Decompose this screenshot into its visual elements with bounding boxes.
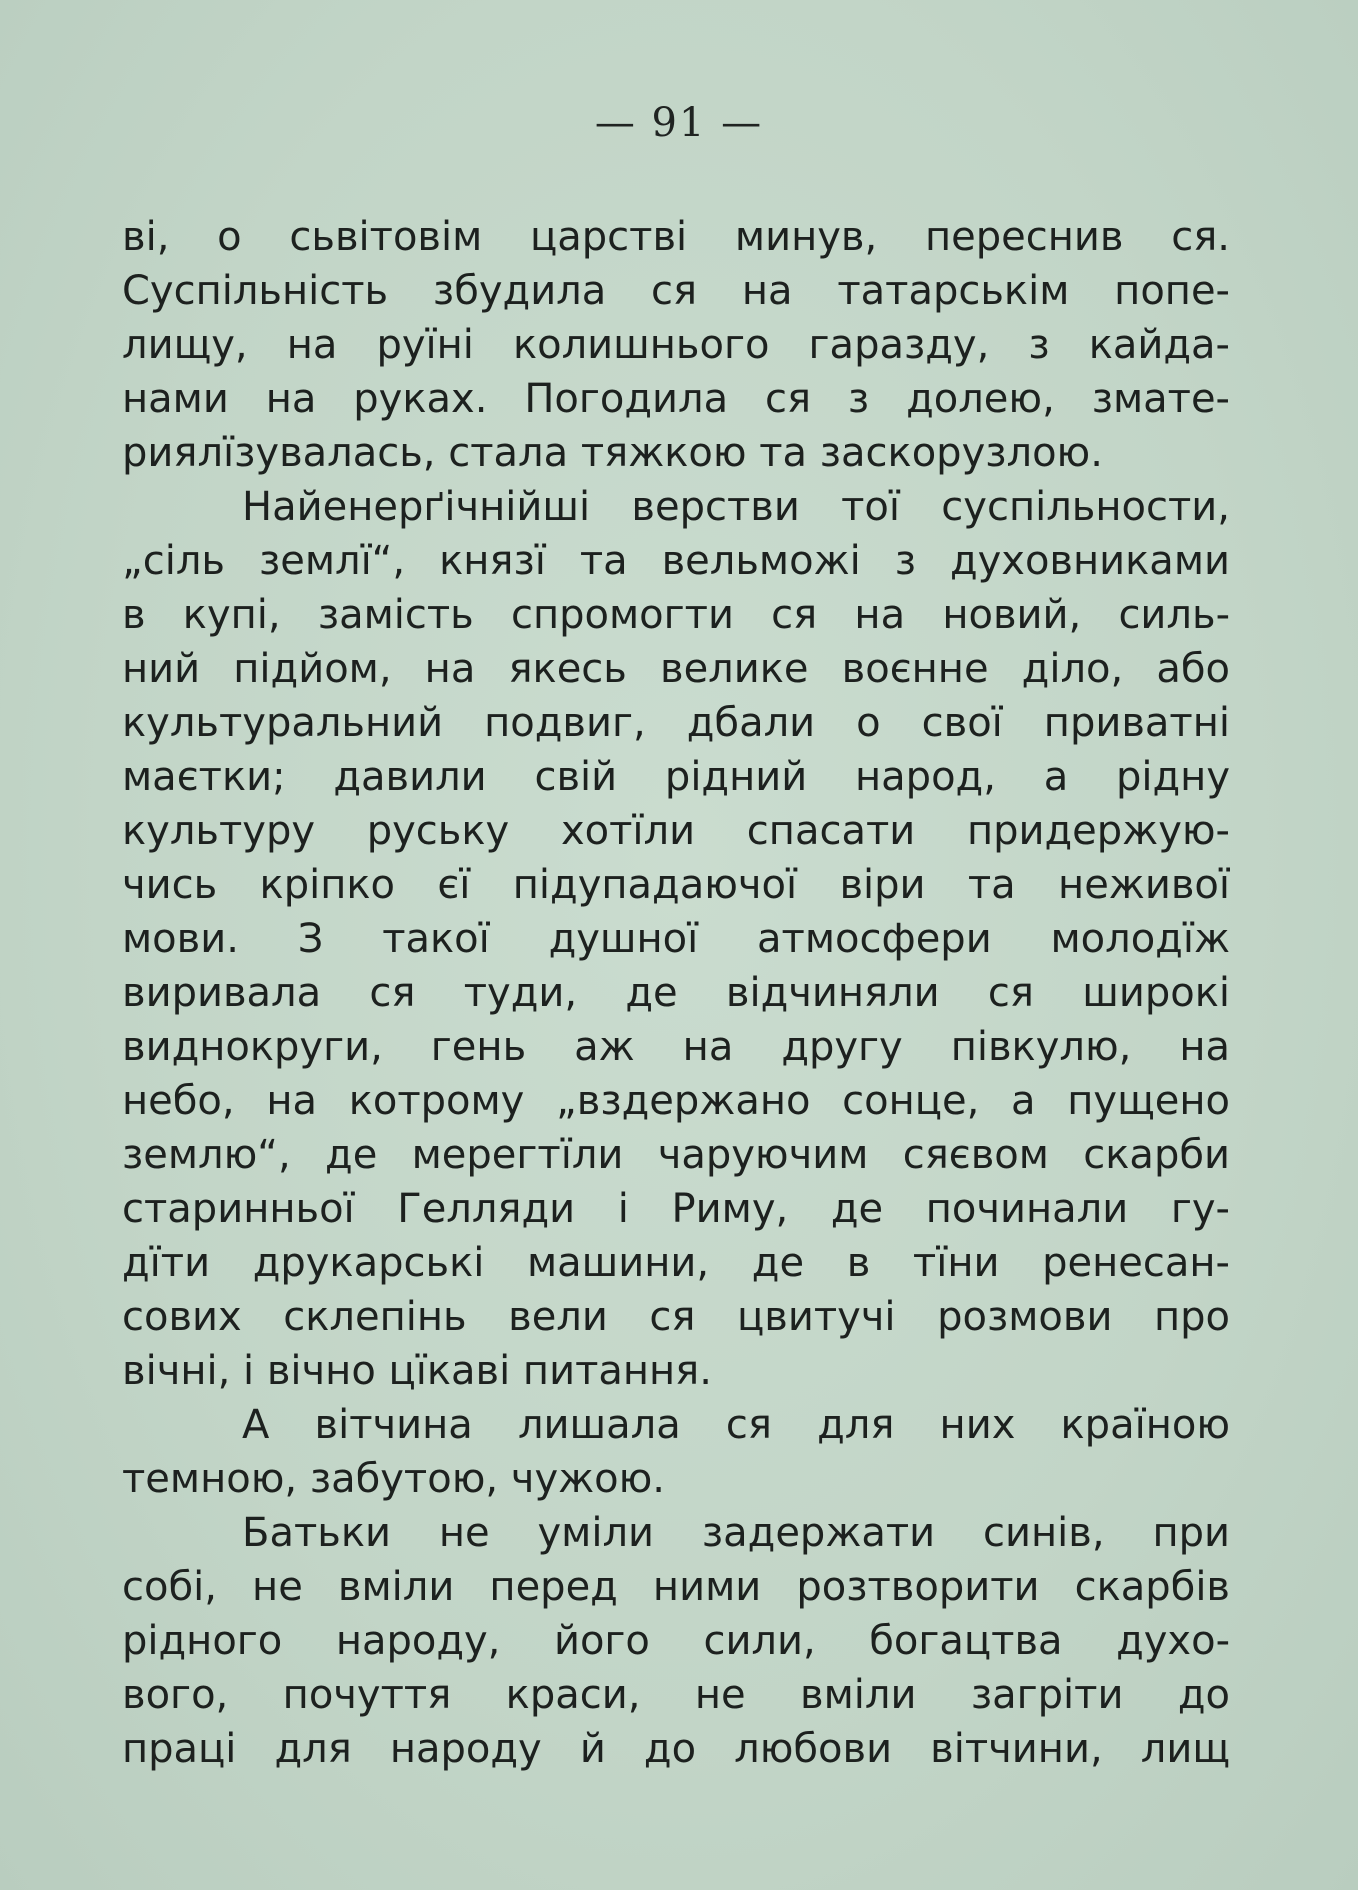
text-line: виривала ся туди, де відчиняли ся широкі — [122, 970, 1230, 1016]
text-line: „сіль землї“, князї та вельможі з духовниками — [122, 538, 1230, 584]
text-line: рідного народу, його сили, богацтва духо- — [122, 1618, 1230, 1664]
text-line: культуральний подвиг, дбали о свої приватні — [122, 700, 1230, 746]
text-line: маєтки; давили свій рідний народ, а рідну — [122, 754, 1230, 800]
text-line: вого, почуття краси, не вміли загріти до — [122, 1672, 1230, 1718]
text-line: Найенерґічнійші верстви тої суспільности, — [242, 484, 1230, 530]
text-line: небо, на котрому „вздержано сонце, а пущено — [122, 1078, 1230, 1124]
text-line: праці для народу й до любови вітчини, лищ — [122, 1726, 1230, 1772]
text-line: Суспільність збудила ся на татарськім попе- — [122, 268, 1230, 314]
text-line: дїти друкарські машини, де в тїни ренесан- — [122, 1240, 1230, 1286]
text-line: культуру руську хотїли спасати придержую- — [122, 808, 1230, 854]
text-line: темною, забутою, чужою. — [122, 1456, 666, 1502]
text-line: старинньої Гелляди і Риму, де починали гу- — [122, 1186, 1230, 1232]
body-text — [122, 210, 1230, 1776]
text-line: мови. З такої душної атмосфери молодїж — [122, 916, 1230, 962]
text-line: нами на руках. Погодила ся з долею, змате- — [122, 376, 1230, 422]
page-number: — 91 — — [594, 100, 764, 146]
text-line: землю“, де мерегтїли чаруючим сяєвом скарби — [122, 1132, 1230, 1178]
text-line: собі, не вміли перед ними розтворити скарбів — [122, 1564, 1230, 1610]
text-line: ві, о сьвітовім царстві минув, переснив ся. — [122, 214, 1230, 260]
text-line: риялїзувалась, стала тяжкою та заскорузлою. — [122, 430, 1103, 476]
text-line: чись кріпко єї підупадаючої віри та неживої — [122, 862, 1230, 908]
text-line: в купі, замість спромогти ся на новий, силь- — [122, 592, 1230, 638]
text-line: лищу, на руїні колишнього гаразду, з кайда- — [122, 322, 1230, 368]
text-line: А вітчина лишала ся для них країною — [242, 1402, 1230, 1448]
text-line: вічні, і вічно цїкаві питання. — [122, 1348, 712, 1394]
text-line: виднокруги, гень аж на другу півкулю, на — [122, 1024, 1230, 1070]
text-line: ний підйом, на якесь велике воєнне діло, або — [122, 646, 1230, 692]
text-line: сових склепінь вели ся цвитучі розмови про — [122, 1294, 1230, 1340]
text-line: Батьки не уміли задержати синів, при — [242, 1510, 1230, 1556]
